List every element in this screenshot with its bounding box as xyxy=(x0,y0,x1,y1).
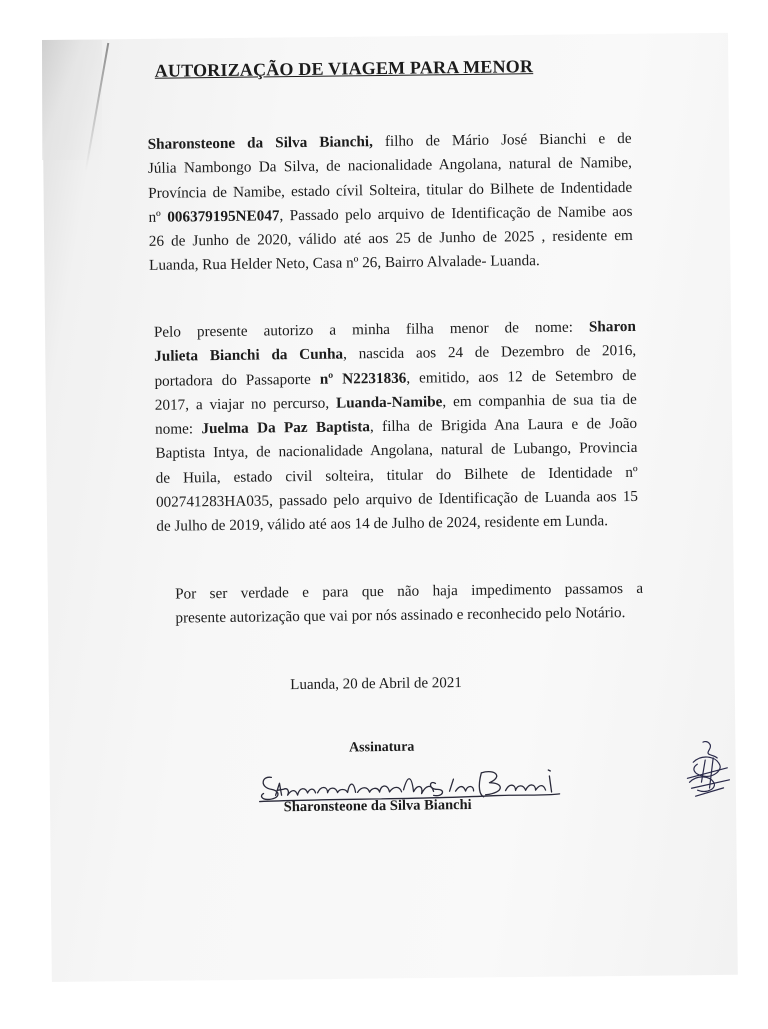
p1-line-4-prefix: nº xyxy=(148,208,168,226)
p2-line-9: de Julho de 2019, válido até aos 14 de Julho de 2024, residente em Lunda. xyxy=(156,512,609,536)
companion-name: Juelma Da Paz Baptista xyxy=(201,418,371,438)
paragraph-identification xyxy=(113,127,633,279)
paragraph-authorization xyxy=(118,315,639,540)
p3-line-1: Por ser verdade e para que não haja impedimento passamos a xyxy=(175,579,644,603)
p2-line-6: Baptista Intya, de nacionalidade Angolana, natural de Lubango, Provincia xyxy=(155,439,638,463)
p2-line-4-end: , em companhia de sua tia de xyxy=(442,390,637,411)
p2-line-4-text: 2017, a viajar no percurso, xyxy=(154,394,337,414)
id-number: 006379195NE047 xyxy=(167,207,280,226)
minor-first-name: Sharon xyxy=(588,317,637,336)
p1-line-6: Luanda, Rua Helder Neto, Casa nº 26, Bairro Alvalade- Luanda. xyxy=(149,252,540,275)
grantor-name: Sharonsteone da Silva Bianchi, xyxy=(147,133,373,153)
travel-route: Luanda-Namibe xyxy=(335,393,443,412)
p2-line-7: de Huila, estado civil solteira, titular do Bilhete de Identidade nº xyxy=(155,463,638,487)
p2-line-3-end: , emitido, aos 12 de Setembro de xyxy=(406,366,637,387)
p1-line-4-text: , Passado pelo arquivo de Identificação de Namibe aos xyxy=(279,202,633,225)
signer-name: Sharonsteone da Silva Bianchi xyxy=(283,796,472,816)
p2-line-2-text: , nascida aos 24 de Dezembro de 2016, xyxy=(342,342,637,363)
p2-line-3-text: portadora do Passaporte xyxy=(154,370,320,390)
p1-line-1-text: filho de Mário José Bianchi e de xyxy=(372,129,632,151)
p1-line-2: Júlia Nambongo Da Silva, de nacionalidade Angolana, natural de Namibe, xyxy=(147,154,633,178)
document-date: Luanda, 20 de Abril de 2021 xyxy=(290,675,462,694)
paragraph-closing xyxy=(131,577,644,632)
minor-surname: Julieta Bianchi da Cunha xyxy=(154,345,344,366)
notary-stamp-mark xyxy=(683,738,734,805)
signature-label: Assinatura xyxy=(348,739,415,756)
p2-line-5-end: , filha de Brigida Ana Laura e de João xyxy=(369,415,638,436)
p2-line-8: 002741283HA035, passado pelo arquivo de Identificação de Luanda aos 15 xyxy=(155,487,639,511)
p1-line-5: 26 de Junho de 2020, válido até aos 25 de Junho de 2025 , residente em xyxy=(148,227,633,251)
p2-line-1-text: Pelo presente autorizo a minha filha menor de nome: xyxy=(153,318,590,341)
p3-line-2: presente autorização que vai por nós assinado e reconhecido pelo Notário. xyxy=(175,604,626,627)
passport-number: nº N2231836 xyxy=(319,369,407,388)
p2-line-5-text: nome: xyxy=(155,420,202,438)
p1-line-3: Província de Namibe, estado cívil Solteira, titular do Bilhete de Indentidade xyxy=(148,178,633,202)
document-title: AUTORIZAÇÃO DE VIAGEM PARA MENOR xyxy=(154,56,534,81)
